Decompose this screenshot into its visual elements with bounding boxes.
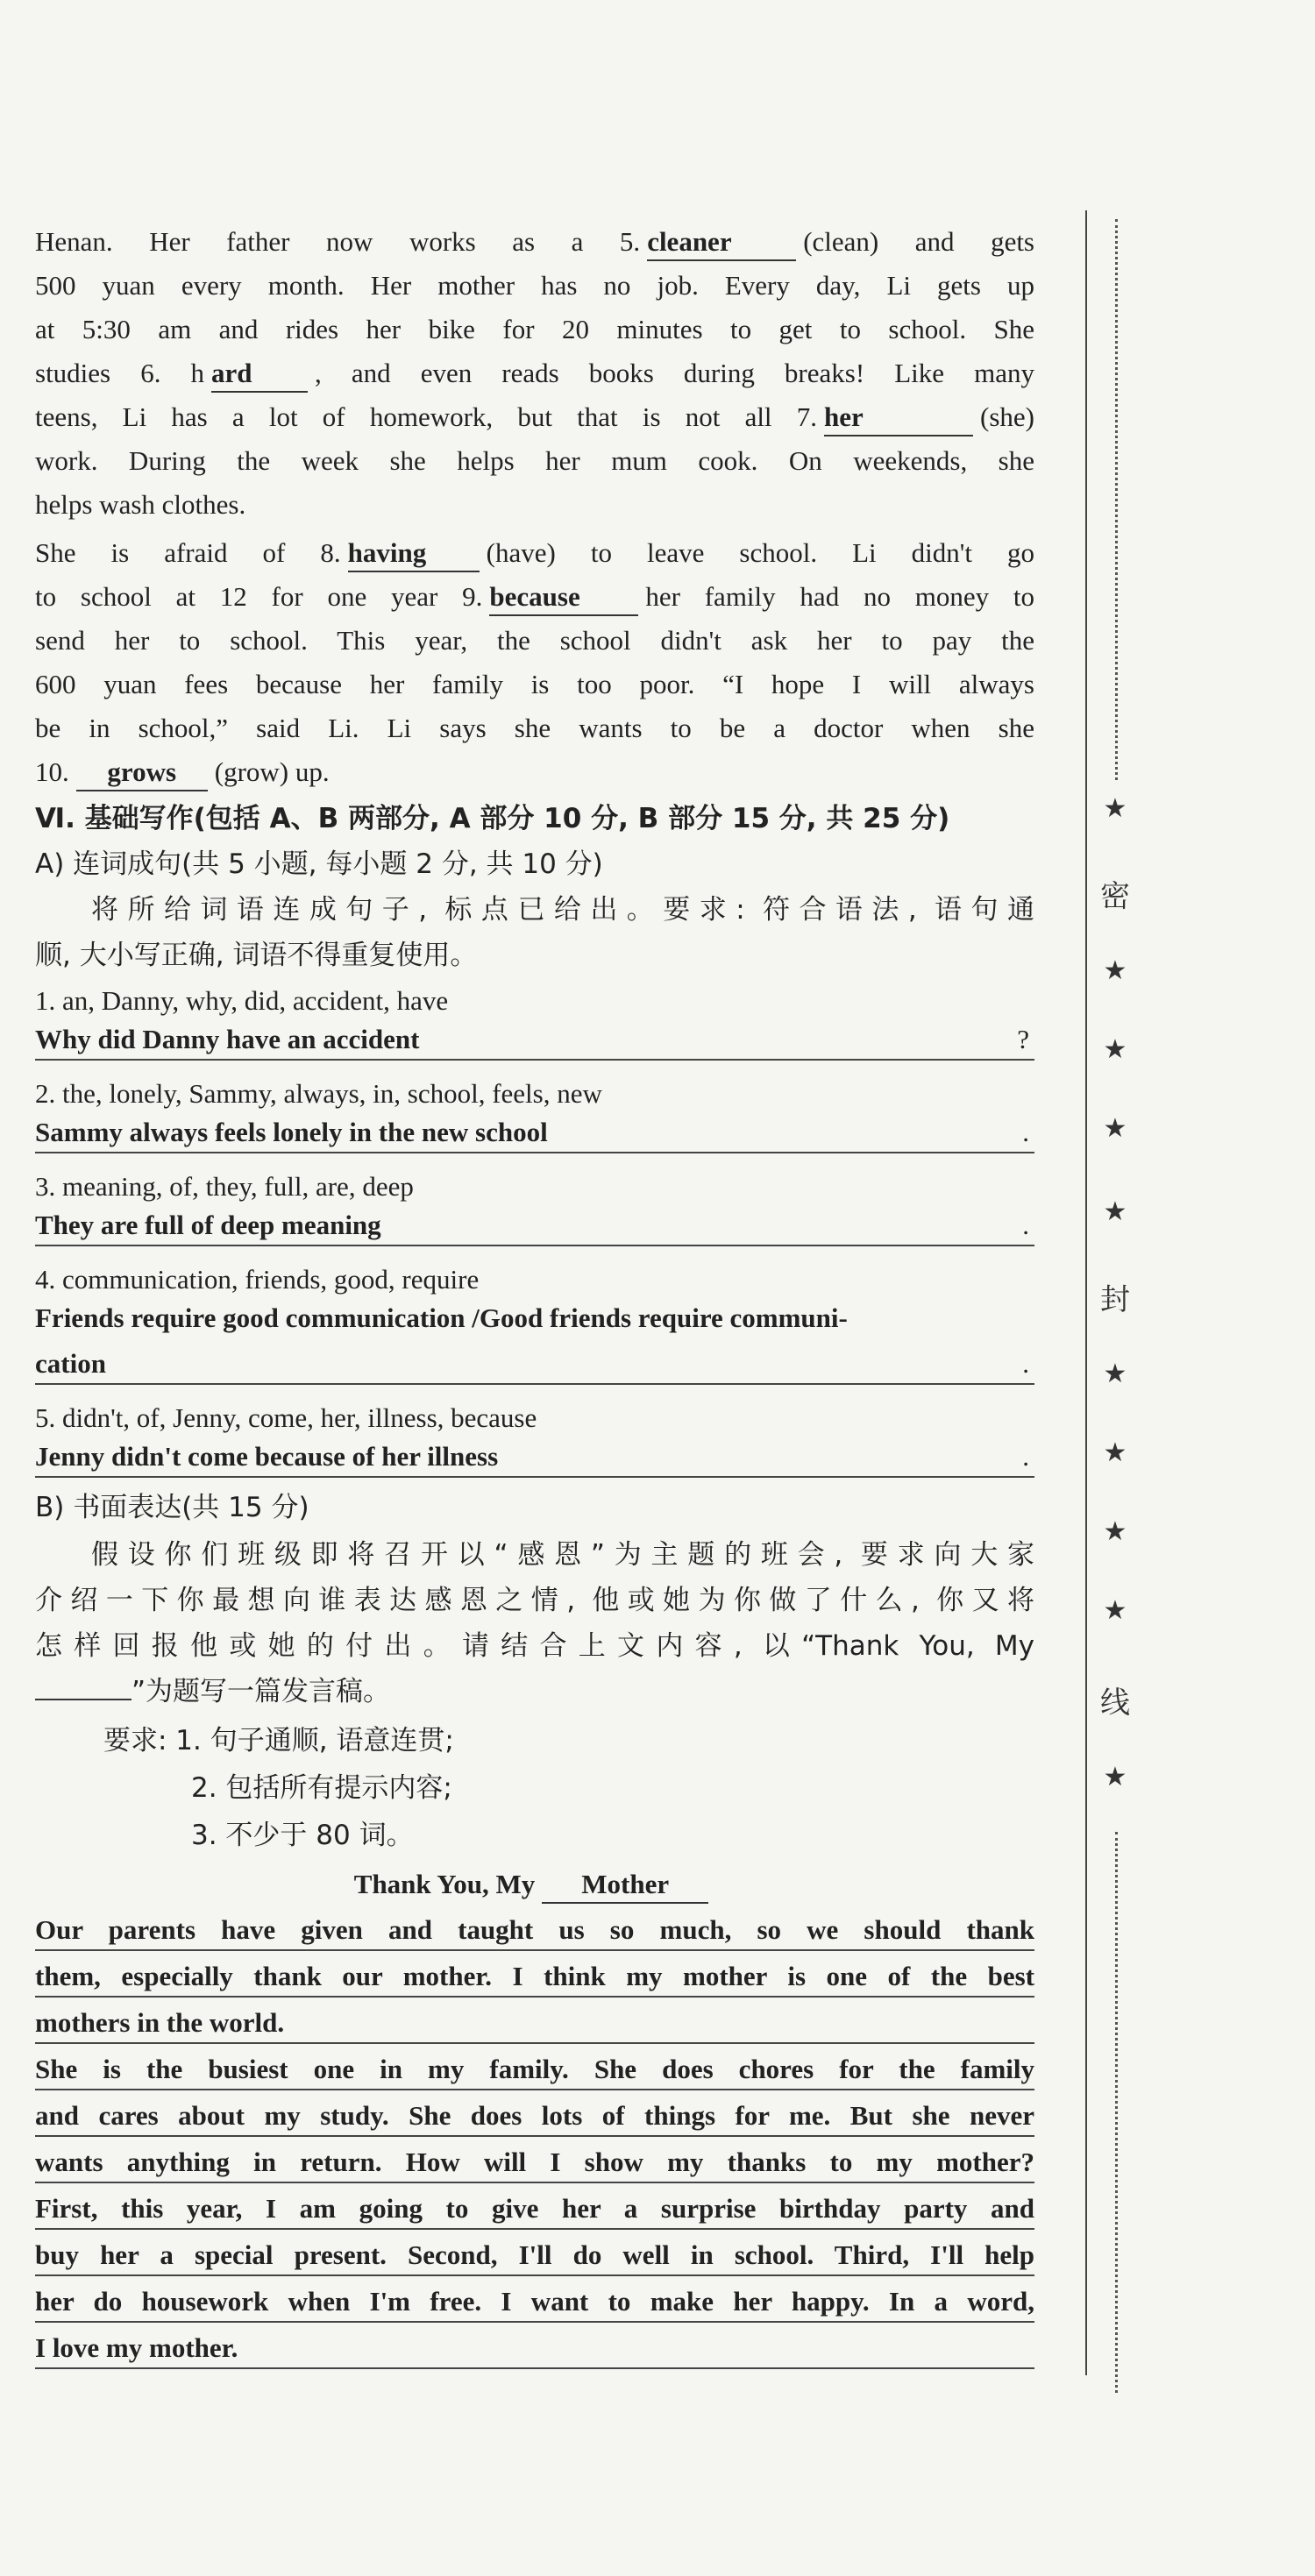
part-b-instruction: 假设你们班级即将召开以“感恩”为主题的班会, 要求向大家 <box>91 1539 1034 1571</box>
passage-line <box>35 219 1034 265</box>
star-icon: ★ <box>1103 1113 1127 1144</box>
passage-text: Henan. Her father now works as a 5. <box>35 226 641 257</box>
passage-line <box>35 394 1034 440</box>
star-icon: ★ <box>1103 793 1127 824</box>
passage-text: (grow) up. <box>214 756 330 787</box>
item-answer-line <box>35 1345 1034 1385</box>
passage-line <box>35 530 1034 576</box>
answer-blank: because <box>489 579 638 616</box>
passage-line <box>35 662 1034 707</box>
part-a-heading: A) 连词成句(共 5 小题, 每小题 2 分, 共 10 分) <box>35 848 603 880</box>
item-answer: Sammy always feels lonely in the new school <box>35 1117 548 1147</box>
star-icon: ★ <box>1103 1034 1127 1065</box>
answer-blank: ard <box>211 356 308 393</box>
essay-title <box>35 1862 1034 1907</box>
part-a-instruction: 顺, 大小写正确, 词语不得重复使用。 <box>35 940 478 971</box>
item-punctuation: ? <box>1017 1024 1029 1054</box>
passage-line <box>35 706 1034 751</box>
passage-text: (she) <box>980 401 1034 432</box>
item-answer-line <box>35 1020 1034 1061</box>
essay-line: Our parents have given and taught us so much, so we should thank <box>35 1911 1034 1951</box>
item-punctuation: . <box>1022 1117 1029 1147</box>
passage-line <box>35 749 1034 795</box>
passage-line <box>35 351 1034 396</box>
part-b-instruction-text: ”为题写一篇发言稿。 <box>132 1676 391 1707</box>
item-prompt: 5. didn't, of, Jenny, come, her, illness, because <box>35 1402 537 1433</box>
star-icon: ★ <box>1103 1762 1127 1792</box>
margin-dotted-line-bottom <box>1115 1832 1118 2393</box>
essay-line: buy her a special present. Second, I'll do well in school. Third, I'll help <box>35 2236 1034 2276</box>
item-answer-line <box>35 1113 1034 1153</box>
part-b-instruction: 怎样回报他或她的付出。请结合上文内容, 以“Thank You, My <box>35 1630 1034 1662</box>
essay-line: First, this year, I am going to give her a surprise birthday party and <box>35 2189 1034 2230</box>
item-punctuation: . <box>1022 1210 1029 1240</box>
item-prompt: 3. meaning, of, they, full, are, deep <box>35 1171 414 1202</box>
passage-line <box>35 618 1034 664</box>
part-b-instruction: 介绍一下你最想向谁表达感恩之情, 他或她为你做了什么, 你又将 <box>35 1585 1034 1616</box>
item-answer: They are full of deep meaning <box>35 1210 381 1240</box>
star-icon: ★ <box>1103 955 1127 986</box>
passage-line <box>35 307 1034 352</box>
item-punctuation: . <box>1022 1441 1029 1472</box>
passage-text: 10. <box>35 756 69 787</box>
essay-title-answer: Mother <box>542 1867 708 1904</box>
item-answer-line <box>35 1206 1034 1246</box>
essay-line: mothers in the world. <box>35 2004 1034 2044</box>
passage-text: send her to school. This year, the school didn't ask her to pay the <box>35 625 1034 656</box>
passage-text: to school at 12 for one year 9. <box>35 581 483 612</box>
item-answer: Why did Danny have an accident <box>35 1024 420 1054</box>
requirement: 要求: 1. 句子通顺, 语意连贯; <box>103 1725 454 1756</box>
item-answer-line <box>35 1299 1034 1338</box>
star-icon: ★ <box>1103 1595 1127 1626</box>
star-icon: ★ <box>1103 1196 1127 1227</box>
item-answer-line <box>35 1437 1034 1478</box>
star-icon: ★ <box>1103 1516 1127 1547</box>
item-punctuation: . <box>1022 1348 1029 1379</box>
answer-blank: her <box>824 400 973 436</box>
passage-line <box>35 263 1034 309</box>
passage-text: helps wash clothes. <box>35 489 246 520</box>
item-prompt: 2. the, lonely, Sammy, always, in, school, feels, new <box>35 1078 602 1109</box>
answer-blank: grows <box>76 755 208 791</box>
passage-text: She is afraid of 8. <box>35 537 341 568</box>
star-icon: ★ <box>1103 1359 1127 1389</box>
passage-text: , and even reads books during breaks! Like many <box>315 358 1034 388</box>
part-b-heading: B) 书面表达(共 15 分) <box>35 1492 309 1523</box>
seal-line-character: 封 <box>1100 1282 1130 1317</box>
passage-text: 500 yuan every month. Her mother has no job. Every day, Li gets up <box>35 270 1034 301</box>
requirement: 2. 包括所有提示内容; <box>191 1772 452 1804</box>
passage-line <box>35 574 1034 620</box>
essay-line: her do housework when I'm free. I want to make her happy. In a word, <box>35 2282 1034 2323</box>
passage-text: be in school,” said Li. Li says she wants to be a doctor when she <box>35 713 1034 743</box>
passage-line <box>35 482 1034 528</box>
margin-dotted-line-top <box>1115 219 1118 780</box>
passage-line <box>35 438 1034 484</box>
essay-line: She is the busiest one in my family. She does chores for the family <box>35 2050 1034 2090</box>
star-icon: ★ <box>1103 1437 1127 1468</box>
answer-blank: cleaner <box>647 224 796 261</box>
passage-text: her family had no money to <box>645 581 1035 612</box>
essay-line: them, especially thank our mother. I think my mother is one of the best <box>35 1957 1034 1998</box>
seal-line-character: 密 <box>1100 879 1130 914</box>
margin-vertical-rule <box>1085 210 1087 2375</box>
passage-text: teens, Li has a lot of homework, but that is not all 7. <box>35 401 818 432</box>
passage-text: studies 6. h <box>35 358 205 388</box>
passage-text: (have) to leave school. Li didn't go <box>486 537 1035 568</box>
item-prompt: 1. an, Danny, why, did, accident, have <box>35 985 449 1016</box>
answer-blank: having <box>348 536 480 572</box>
passage-text: (clean) and gets <box>803 226 1034 257</box>
passage-text: work. During the week she helps her mum cook. On weekends, she <box>35 445 1034 476</box>
item-answer: cation <box>35 1348 106 1379</box>
title-blank <box>35 1699 132 1700</box>
item-prompt: 4. communication, friends, good, require <box>35 1264 480 1295</box>
passage-text: at 5:30 am and rides her bike for 20 minutes to get to school. She <box>35 314 1034 344</box>
essay-line: wants anything in return. How will I show my thanks to my mother? <box>35 2143 1034 2183</box>
essay-line: I love my mother. <box>35 2329 1034 2369</box>
item-answer: Friends require good communication /Good friends require communi- <box>35 1302 848 1333</box>
essay-line: and cares about my study. She does lots of things for me. But she never <box>35 2097 1034 2137</box>
requirement: 3. 不少于 80 词。 <box>191 1820 414 1851</box>
passage-text: 600 yuan fees because her family is too poor. “I hope I will always <box>35 669 1034 699</box>
part-a-instruction: 将所给词语连成句子, 标点已给出。要求: 符合语法, 语句通 <box>91 894 1034 926</box>
essay-title-prefix: Thank You, My <box>353 1869 536 1899</box>
part-b-instruction <box>35 1669 1034 1714</box>
item-answer: Jenny didn't come because of her illness <box>35 1441 499 1472</box>
section-heading: Ⅵ. 基础写作(包括 A、B 两部分, A 部分 10 分, B 部分 15 分, 共 25 分) <box>35 803 950 834</box>
seal-line-character: 线 <box>1100 1685 1130 1721</box>
